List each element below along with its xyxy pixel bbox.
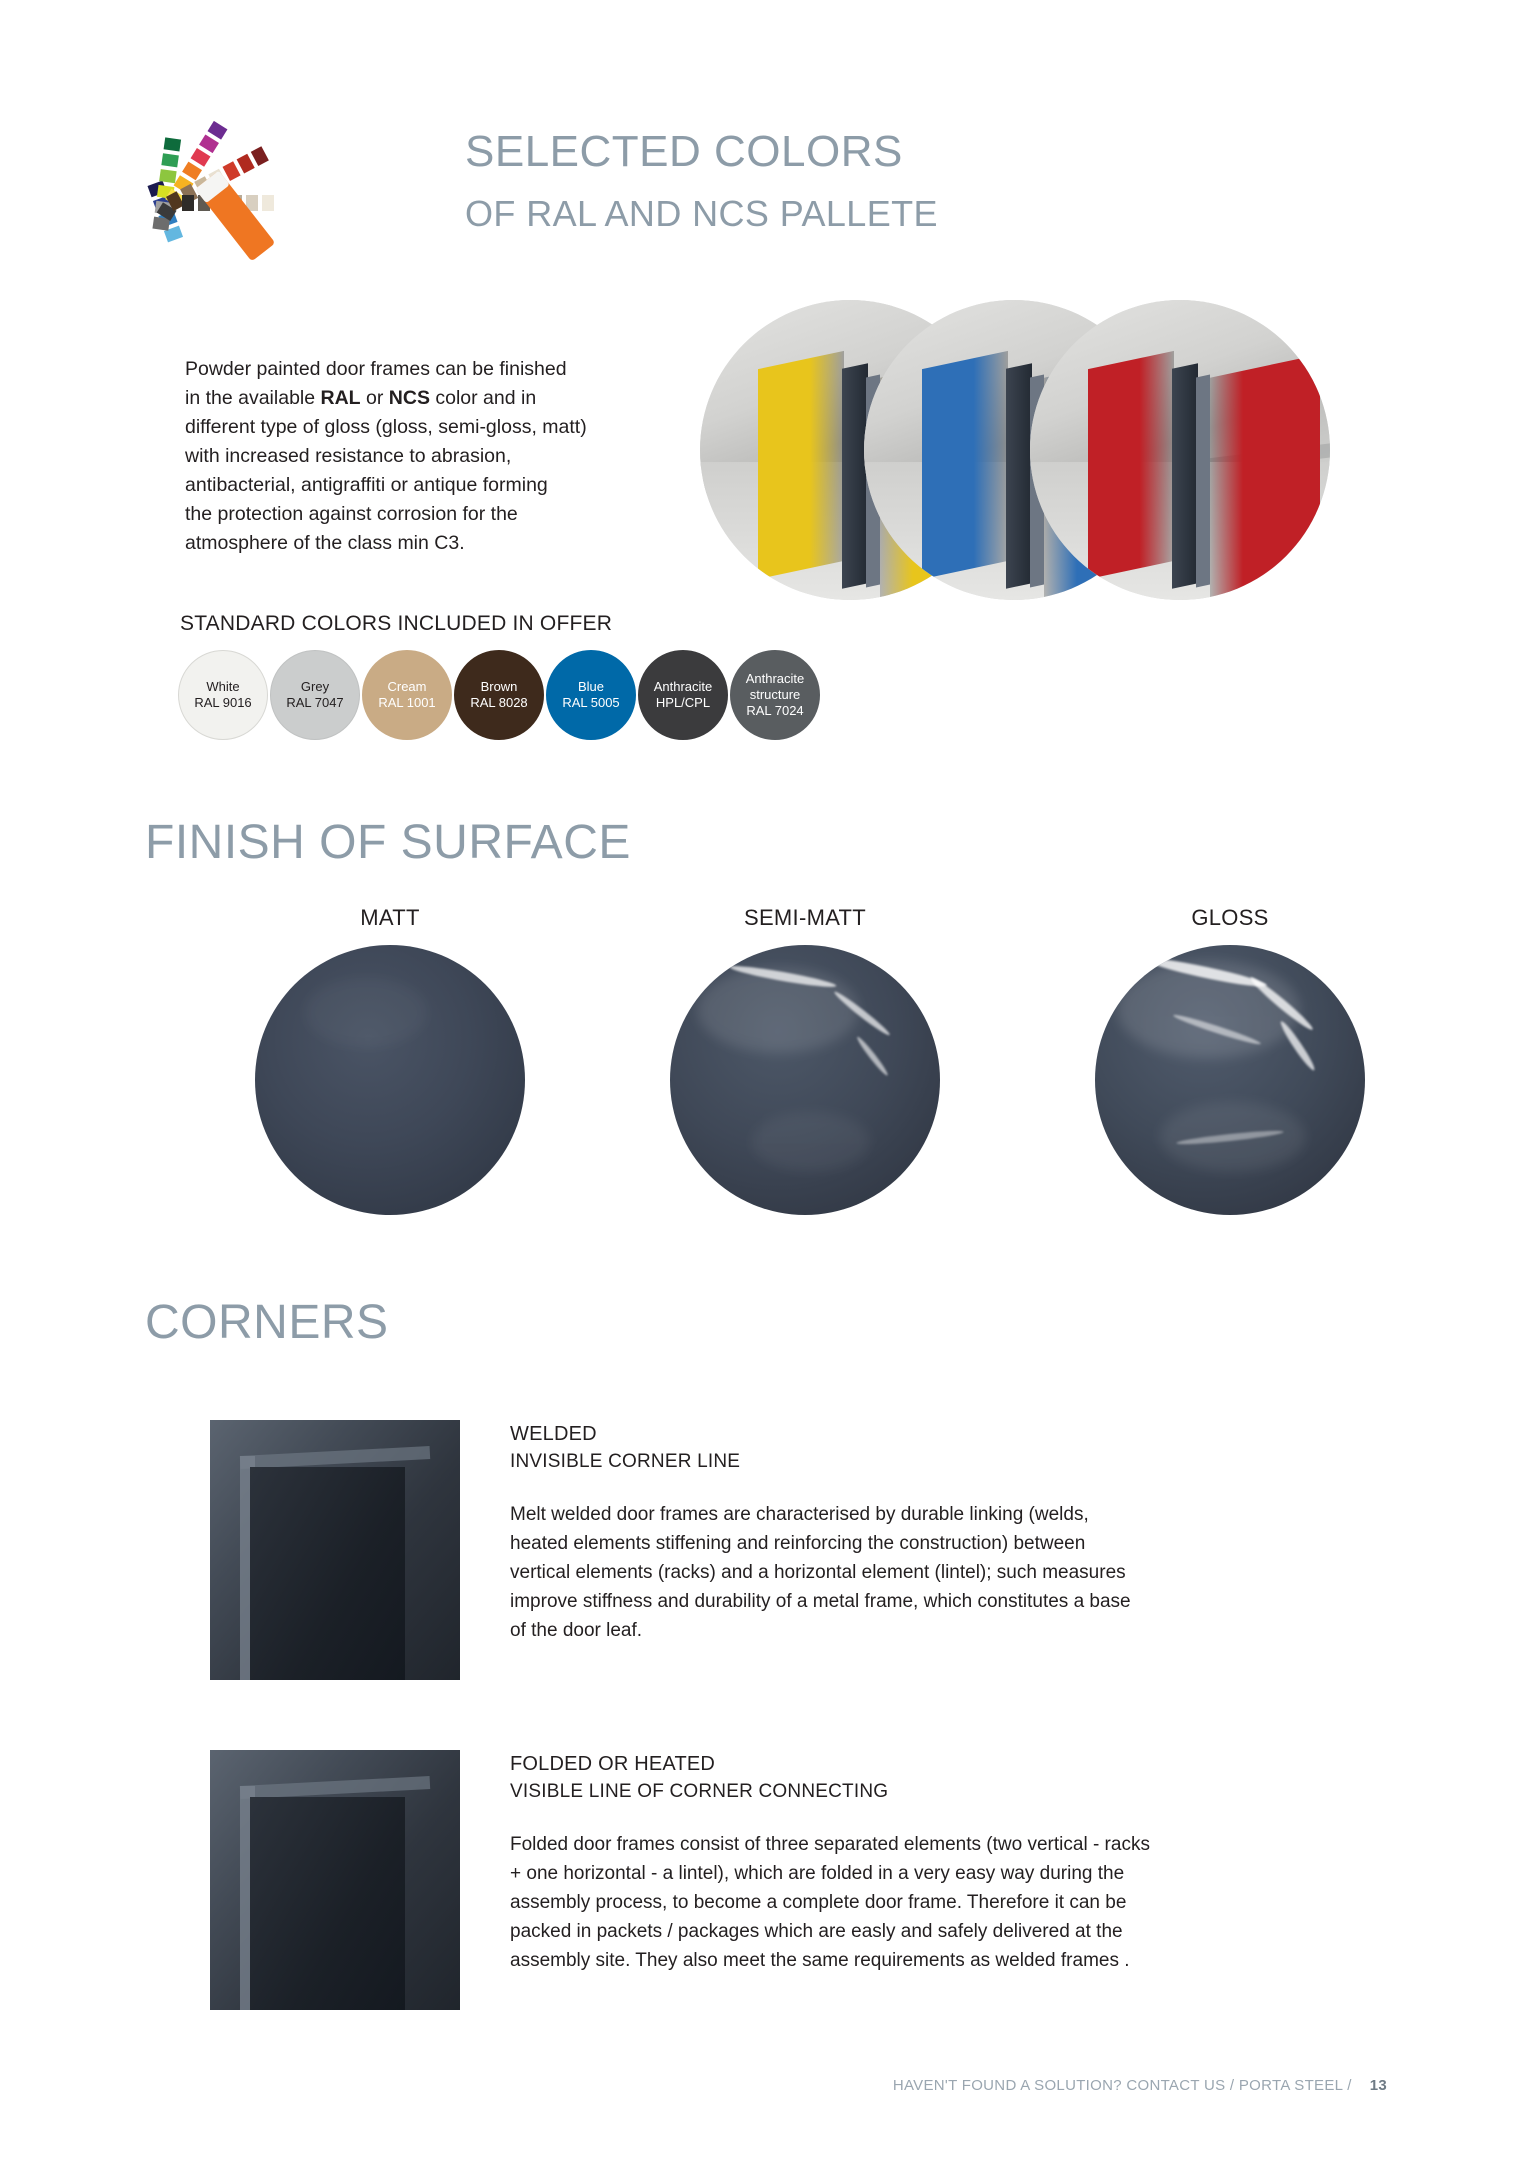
corner-inner-shadow: [250, 1467, 405, 1680]
door-frame-photo-red: [1030, 300, 1330, 600]
finish-of-surface-title: FINISH OF SURFACE: [145, 816, 631, 869]
swatch-name: Anthracite structure: [745, 671, 805, 702]
finish-label-matt: MATT: [360, 905, 420, 930]
page-header: [145, 105, 1245, 285]
welded-body: Melt welded door frames are characterised by durable linking (welds, heated elements stiffening and reinforcing the construction) between vertical elements (racks) and a horizontal element (lintel); such measures improve stiffness and durability of a metal frame, which constitutes a base of the door leaf.: [510, 1504, 1131, 1641]
welded-corner-text: [510, 1420, 1150, 1645]
ral-color-fan-logo: [145, 105, 287, 275]
color-swatch-cream[interactable]: [362, 650, 452, 740]
finish-item-gloss: [1055, 905, 1405, 1215]
page-title: SELECTED COLORS: [465, 127, 903, 176]
frame-colored-profile: [758, 351, 844, 579]
intro-line-2-mid: or: [360, 387, 389, 409]
color-swatch-anthracite-structure[interactable]: [730, 650, 820, 740]
color-fan-icon: [145, 113, 287, 268]
corners-title: CORNERS: [145, 1296, 389, 1349]
intro-line-1: Powder painted door frames can be finished: [185, 358, 567, 380]
page-number: 13: [1369, 2077, 1387, 2094]
frame-colored-profile: [922, 351, 1008, 579]
welded-subheading: INVISIBLE CORNER LINE: [510, 1451, 741, 1472]
page-subtitle: OF RAL AND NCS PALLETE: [465, 193, 938, 234]
page-footer: [893, 2077, 1387, 2094]
folded-body: Folded door frames consist of three separated elements (two vertical - racks + one horizontal - a lintel), which are folded in a very easy way during the assembly process, to become a complete door frame. Therefore it can be packed in packets / packages which are easly and safely delivered at the assembly site. They also meet the same requirements as welded frames .: [510, 1834, 1150, 1971]
corner-top-edge: [240, 1446, 430, 1469]
intro-line-4: with increased resistance to abrasion,: [185, 445, 512, 467]
swatch-code: RAL 7047: [286, 695, 344, 710]
frame-grey-profile: [1196, 375, 1210, 588]
swatch-name: Brown: [480, 679, 518, 694]
color-swatch-blue[interactable]: [546, 650, 636, 740]
corner-inner-shadow: [250, 1797, 405, 2010]
color-swatch-grey[interactable]: [270, 650, 360, 740]
welded-corner-photo: [210, 1420, 460, 1680]
swatch-name: Grey: [300, 679, 330, 694]
frame-dark-profile: [1006, 363, 1032, 589]
frame-colored-profile: [1088, 351, 1174, 579]
welded-heading: WELDED: [510, 1423, 597, 1445]
corner-top-edge: [240, 1776, 430, 1799]
finish-item-matt: [215, 905, 565, 1215]
intro-line-2-post: color and in: [429, 387, 537, 409]
color-swatch-anthracite[interactable]: [638, 650, 728, 740]
color-swatch-white[interactable]: [178, 650, 268, 740]
intro-paragraph: [185, 355, 675, 558]
color-swatch-brown[interactable]: [454, 650, 544, 740]
swatch-code: RAL 8028: [470, 695, 528, 710]
intro-line-2-pre: in the available: [185, 387, 321, 409]
folded-corner-text: [510, 1750, 1150, 1975]
intro-line-7: atmosphere of the class min C3.: [185, 532, 465, 554]
footer-text: HAVEN'T FOUND A SOLUTION? CONTACT US / PORTA STEEL /: [892, 2077, 1352, 2094]
swatch-name: White: [206, 679, 240, 694]
standard-colors-heading: STANDARD COLORS INCLUDED IN OFFER: [180, 612, 613, 635]
standard-colors-swatches: [178, 650, 818, 740]
swatch-name: Blue: [577, 679, 605, 694]
frame-dark-profile: [1172, 363, 1198, 589]
gloss-sphere: [1095, 945, 1365, 1215]
finish-label-semi-matt: SEMI-MATT: [743, 905, 867, 930]
matt-sphere: [255, 945, 525, 1215]
intro-bold-ncs: NCS: [388, 387, 430, 409]
semi-matt-sphere: [670, 945, 940, 1215]
intro-line-5: antibacterial, antigraffiti or antique forming: [185, 474, 548, 496]
swatch-code: RAL 5005: [562, 695, 620, 710]
product-photo-group: [700, 300, 1340, 620]
intro-line-3: different type of gloss (gloss, semi-gloss, matt): [185, 416, 587, 438]
swatch-code: RAL 1001: [378, 695, 436, 710]
swatch-code: HPL/CPL: [655, 695, 711, 710]
folded-subheading: VISIBLE LINE OF CORNER CONNECTING: [510, 1781, 889, 1802]
frame-inner-panel: [1210, 354, 1320, 597]
swatch-name: Anthracite: [653, 679, 713, 694]
intro-line-6: the protection against corrosion for the: [185, 503, 518, 525]
finish-samples-row: [150, 905, 1380, 1255]
finish-item-semi-matt: [630, 905, 980, 1215]
folded-corner-photo: [210, 1750, 460, 2010]
intro-bold-ral: RAL: [320, 387, 361, 409]
swatch-code: RAL 9016: [194, 695, 252, 710]
finish-label-gloss: GLOSS: [1191, 905, 1269, 930]
swatch-code: RAL 7024: [746, 703, 804, 718]
folded-heading: FOLDED OR HEATED: [510, 1753, 716, 1775]
swatch-name: Cream: [387, 679, 427, 694]
